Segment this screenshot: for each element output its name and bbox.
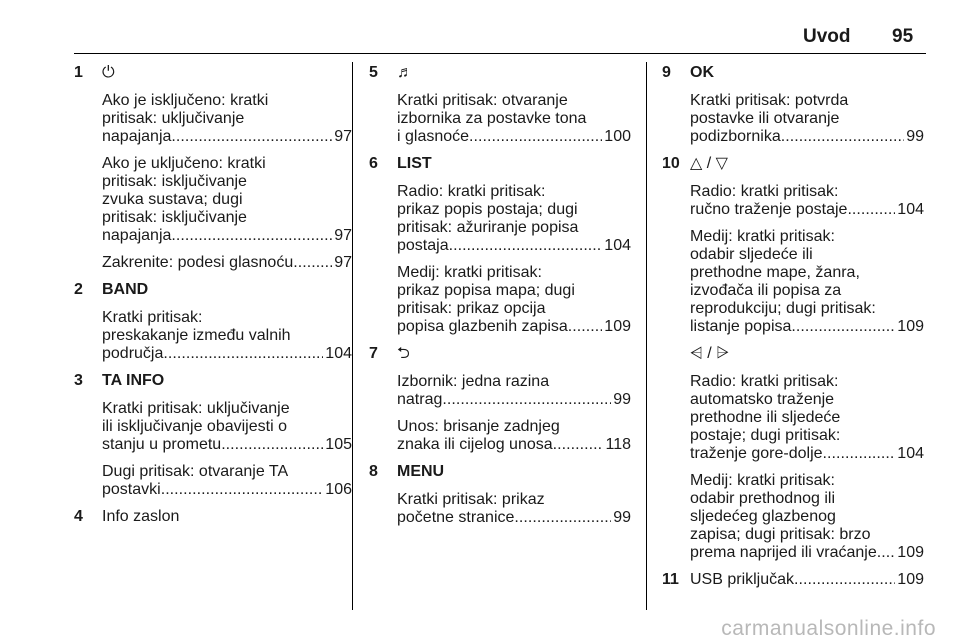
description-entry	[690, 92, 924, 146]
toc-reference	[397, 391, 631, 409]
page-reference: 99	[906, 128, 924, 145]
item-label: OK	[690, 64, 714, 81]
leader-dots	[781, 128, 904, 146]
leader-dots	[293, 254, 332, 272]
page-reference: 109	[897, 318, 924, 335]
reference-text: listanje popisa	[690, 318, 792, 335]
item-number: 10	[662, 155, 680, 172]
page-reference: 104	[325, 345, 352, 362]
description-entry	[397, 92, 631, 146]
list-item	[74, 64, 352, 281]
toc-reference	[397, 128, 631, 146]
list-item	[662, 345, 924, 571]
item-label: MENU	[397, 463, 445, 480]
section-title: Uvod	[803, 26, 851, 47]
toc-reference	[102, 128, 352, 146]
description-line: Unos: brisanje zadnjeg	[397, 418, 560, 435]
description-line: Kratki pritisak: uključivanje	[102, 400, 290, 417]
leader-dots	[161, 481, 324, 499]
reference-text: ručno traženje postaje	[690, 201, 848, 218]
item-body	[397, 463, 631, 536]
page-reference: 97	[334, 128, 352, 145]
item-label: ⩤ / ⩥	[690, 345, 729, 362]
description-line: prethodne mape, žanra,	[690, 264, 860, 281]
item-body	[102, 508, 352, 526]
page-reference: 104	[604, 237, 631, 254]
item-body	[102, 64, 352, 281]
description-entry	[102, 400, 352, 454]
item-label: TA INFO	[102, 372, 165, 389]
description-line: Ako je uključeno: kratki	[102, 155, 266, 172]
toc-reference	[397, 237, 631, 255]
list-item	[369, 345, 631, 463]
item-number: 9	[662, 64, 671, 81]
toc-reference	[397, 509, 631, 527]
item-body	[397, 345, 631, 463]
description-line: zapisa; dugi pritisak: brzo	[690, 526, 871, 543]
description-line: ili isključivanje obavijesti o	[102, 418, 287, 435]
leader-dots	[568, 318, 603, 336]
description-entry	[102, 463, 352, 499]
leader-dots	[221, 436, 323, 454]
page-header	[0, 0, 960, 60]
description-line: pritisak: prikaz opcija	[397, 300, 546, 317]
watermark: carmanualsonline.info	[721, 617, 936, 640]
toc-reference	[690, 128, 924, 146]
page-reference: 97	[334, 254, 352, 271]
page-number: 95	[892, 26, 914, 47]
item-number: 1	[74, 64, 83, 81]
description-line: Medij: kratki pritisak:	[690, 228, 835, 245]
list-item	[74, 281, 352, 372]
leader-dots	[791, 318, 895, 336]
description-line: Medij: kratki pritisak:	[690, 472, 835, 489]
description-entry	[102, 155, 352, 245]
description-line: izvođača ili popisa za	[690, 282, 842, 299]
header-rule	[74, 53, 926, 54]
leader-dots	[514, 509, 611, 527]
item-number: 2	[74, 281, 83, 298]
leader-dots	[442, 391, 611, 409]
description-line: zvuka sustava; dugi	[102, 191, 243, 208]
reference-text: napajanja	[102, 128, 172, 145]
description-line: Kratki pritisak: potvrda	[690, 92, 849, 109]
item-number: 3	[74, 372, 83, 389]
description-entry	[397, 264, 631, 336]
item-body	[690, 571, 924, 589]
item-number: 5	[369, 64, 378, 81]
item-number: 11	[662, 571, 679, 588]
reference-text: područja	[102, 345, 164, 362]
toc-reference	[690, 318, 924, 336]
leader-dots	[171, 128, 332, 146]
description-entry	[102, 309, 352, 363]
reference-text: napajanja	[102, 227, 172, 244]
item-body	[102, 372, 352, 508]
column-divider	[352, 62, 353, 610]
reference-text: postavki	[102, 481, 161, 498]
description-line: Medij: kratki pritisak:	[397, 264, 542, 281]
item-body	[690, 155, 924, 345]
page-reference: 97	[334, 227, 352, 244]
reference-text: traženje gore-dolje	[690, 445, 823, 462]
description-line: pritisak: ažuriranje popisa	[397, 219, 579, 236]
item-number: 6	[369, 155, 378, 172]
toc-reference	[102, 227, 352, 245]
description-entry	[397, 491, 631, 527]
item-body	[397, 64, 631, 155]
description-line: izbornika za postavke tona	[397, 110, 587, 127]
page-reference: 100	[604, 128, 631, 145]
toc-reference	[397, 318, 631, 336]
column-3	[662, 64, 924, 599]
item-label: BAND	[102, 281, 149, 298]
description-line: prikaz popis postaja; dugi	[397, 201, 578, 218]
column-divider	[646, 62, 647, 610]
description-line: automatsko traženje	[690, 391, 835, 408]
description-line: Kratki pritisak: otvaranje	[397, 92, 568, 109]
description-entry	[690, 183, 924, 219]
column-1	[74, 64, 352, 536]
toc-reference	[102, 481, 352, 499]
description-entry	[102, 254, 352, 272]
description-entry	[102, 92, 352, 146]
description-line: Radio: kratki pritisak:	[690, 373, 839, 390]
page-reference: 118	[605, 436, 631, 453]
leader-dots	[877, 544, 896, 562]
page-reference: 106	[325, 481, 352, 498]
leader-dots	[469, 128, 602, 146]
description-line: Radio: kratki pritisak:	[690, 183, 839, 200]
description-line: Ako je isključeno: kratki	[102, 92, 269, 109]
toc-reference	[690, 445, 924, 463]
description-entry	[690, 373, 924, 463]
toc-reference	[102, 345, 352, 363]
page-reference: 99	[613, 509, 631, 526]
toc-reference	[102, 254, 352, 272]
page-reference: 99	[613, 391, 631, 408]
item-number: 7	[369, 345, 378, 362]
toc-reference	[397, 436, 631, 454]
item-number: 8	[369, 463, 378, 480]
reference-text: stanju u prometu	[102, 436, 222, 453]
reference-text: postaja	[397, 237, 449, 254]
list-item	[369, 64, 631, 155]
page-footer	[0, 612, 960, 642]
description-line: odabir prethodnog ili	[690, 490, 835, 507]
description-line: reprodukciju; dugi pritisak:	[690, 300, 876, 317]
description-line: prethodne ili sljedeće	[690, 409, 841, 426]
leader-dots	[163, 345, 323, 363]
description-line: pritisak: uključivanje	[102, 110, 245, 127]
leader-dots	[847, 201, 895, 219]
toc-reference	[690, 571, 924, 589]
list-item	[369, 155, 631, 345]
toc-reference	[690, 544, 924, 562]
item-number	[662, 345, 690, 571]
leader-dots	[794, 571, 895, 589]
list-item	[662, 155, 924, 345]
page-reference: 104	[897, 201, 924, 218]
reference-text: znaka ili cijelog unosa	[397, 436, 553, 453]
description-line: prikaz popisa mapa; dugi	[397, 282, 575, 299]
description-line: Kratki pritisak:	[102, 309, 203, 326]
reference-text: Zakrenite: podesi glasnoću	[102, 254, 294, 271]
description-line: postaje; dugi pritisak:	[690, 427, 841, 444]
column-2	[369, 64, 631, 536]
leader-dots	[823, 445, 896, 463]
description-line: pritisak: isključivanje	[102, 173, 247, 190]
toc-reference	[102, 436, 352, 454]
list-item	[74, 372, 352, 508]
page-reference: 105	[325, 436, 352, 453]
description-line: Kratki pritisak: prikaz	[397, 491, 545, 508]
description-line: sljedećeg glazbenog	[690, 508, 836, 525]
description-line: Radio: kratki pritisak:	[397, 183, 546, 200]
description-line: odabir sljedeće ili	[690, 246, 813, 263]
leader-dots	[449, 237, 603, 255]
item-label: △ / ▽	[690, 155, 728, 172]
list-item	[74, 508, 352, 526]
item-text: USB priključak	[690, 571, 795, 588]
list-item	[369, 463, 631, 536]
item-label: LIST	[397, 155, 432, 172]
reference-text: i glasnoće	[397, 128, 470, 145]
reference-text: podizbornika	[690, 128, 781, 145]
list-item	[662, 571, 924, 589]
item-text: Info zaslon	[102, 508, 180, 525]
item-label: ⏻	[102, 64, 115, 81]
page-reference: 109	[897, 571, 924, 588]
description-line: Izbornik: jedna razina	[397, 373, 550, 390]
description-entry	[397, 183, 631, 255]
description-entry	[397, 418, 631, 454]
item-body	[690, 64, 924, 155]
reference-text: natrag	[397, 391, 443, 408]
description-line: Dugi pritisak: otvaranje TA	[102, 463, 289, 480]
page-reference: 109	[604, 318, 631, 335]
toc-reference	[690, 201, 924, 219]
leader-dots	[171, 227, 332, 245]
description-line: preskakanje između valnih	[102, 327, 291, 344]
item-body	[690, 345, 924, 571]
item-number: 4	[74, 508, 83, 525]
list-item	[662, 64, 924, 155]
page-reference: 109	[897, 544, 924, 561]
description-line: pritisak: isključivanje	[102, 209, 247, 226]
leader-dots	[553, 436, 604, 454]
description-entry	[690, 228, 924, 336]
item-label: ♬	[397, 64, 413, 81]
item-body	[397, 155, 631, 345]
description-entry	[690, 472, 924, 562]
reference-text: popisa glazbenih zapisa	[397, 318, 568, 335]
description-entry	[397, 373, 631, 409]
page-reference: 104	[897, 445, 924, 462]
item-label: ⮌	[397, 345, 410, 362]
reference-text: prema naprijed ili vraćanje	[690, 544, 877, 561]
reference-text: početne stranice	[397, 509, 515, 526]
item-body	[102, 281, 352, 372]
description-line: postavke ili otvaranje	[690, 110, 840, 127]
